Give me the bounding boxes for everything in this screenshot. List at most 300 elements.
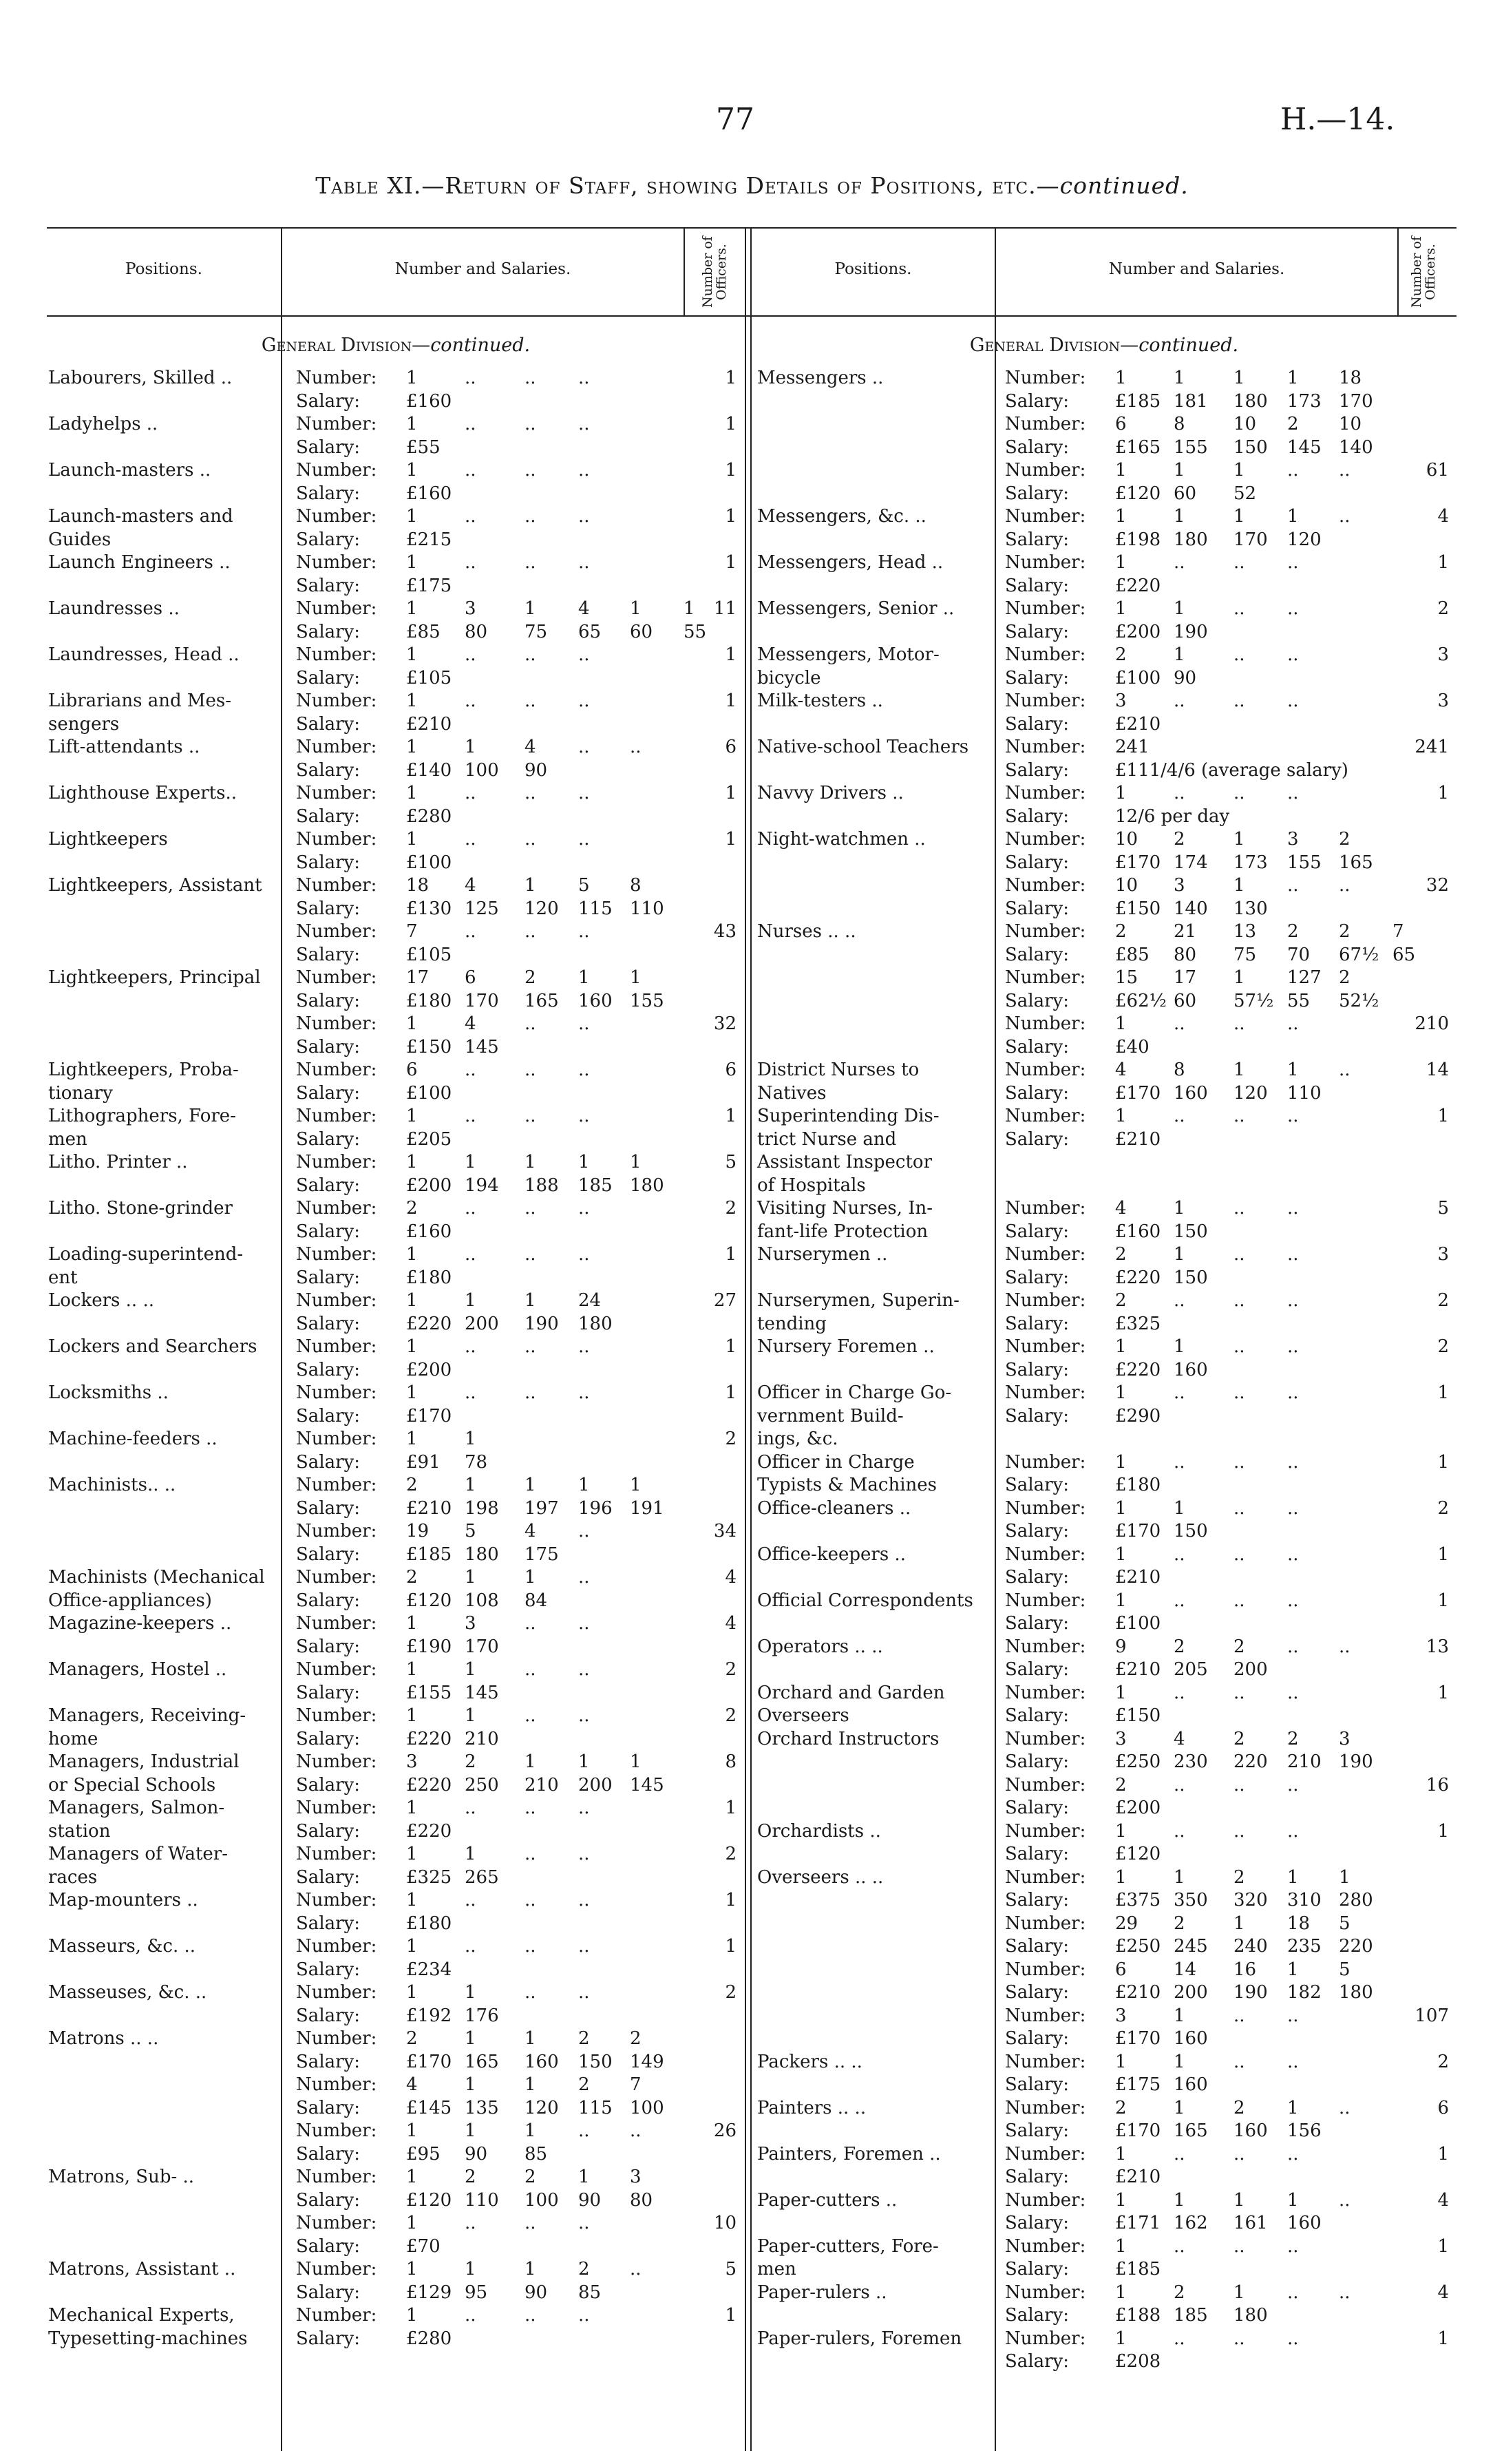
- number-label: Number:: [1005, 1636, 1086, 1657]
- salary-value: £170: [1115, 1521, 1161, 1541]
- staff-count-value: 1: [406, 737, 418, 757]
- staff-count-value: ..: [630, 737, 642, 757]
- salary-label: Salary:: [1005, 713, 1070, 735]
- staff-count-value: 1: [406, 2120, 418, 2141]
- salary-value: 245: [1174, 1936, 1208, 1957]
- number-label: Number:: [296, 1106, 377, 1126]
- salary-value: 210: [465, 1728, 499, 1749]
- officer-total: 1: [1437, 1820, 1449, 1842]
- salary-label: Salary:: [1005, 1613, 1070, 1634]
- salary-value: 265: [465, 1866, 499, 1888]
- salary-value: 160: [1233, 2120, 1268, 2141]
- salary-value: 12/6 per day: [1115, 805, 1230, 827]
- staff-entry-line: [757, 1843, 1456, 1866]
- staff-count-value: ..: [1233, 1451, 1245, 1473]
- staff-count-value: 2: [1115, 1774, 1127, 1796]
- salary-value: £280: [406, 2328, 452, 2349]
- staff-entry: [48, 2166, 743, 2258]
- staff-count-value: ..: [1174, 1382, 1185, 1403]
- position-name: Office-appliances): [48, 1590, 212, 1611]
- salary-value: 180: [1339, 1982, 1373, 2003]
- number-label: Number:: [296, 737, 377, 757]
- staff-entry-line: [757, 1544, 1456, 1567]
- salary-value: 145: [1287, 436, 1322, 458]
- salary-label: Salary:: [1005, 1751, 1070, 1772]
- salary-value: £220: [406, 1820, 452, 1842]
- staff-entry-line: [48, 1935, 743, 1959]
- officer-total: 1: [725, 1936, 737, 1957]
- staff-entry-line: [48, 367, 743, 390]
- salary-label: Salary:: [1005, 2259, 1070, 2279]
- staff-entry-line: [757, 1359, 1456, 1382]
- salary-value: 161: [1233, 2213, 1268, 2233]
- position-name: Nurserymen ..: [757, 1244, 888, 1265]
- staff-entry: [48, 2304, 743, 2350]
- staff-count-value: ..: [525, 1613, 536, 1634]
- staff-entry: [757, 1059, 1456, 1105]
- salary-value: £120: [1115, 1844, 1161, 1864]
- position-name: Managers, Salmon-: [48, 1798, 225, 1818]
- salary-label: Salary:: [296, 1544, 361, 1565]
- salary-value: 52: [1233, 483, 1257, 504]
- staff-entry-line: [757, 459, 1456, 483]
- salary-label: Salary:: [1005, 1659, 1070, 1680]
- position-name: Messengers, Senior ..: [757, 598, 955, 619]
- staff-count-value: 5: [465, 1521, 476, 1541]
- salary-value: 90: [525, 759, 548, 781]
- staff-count-value: 10: [1115, 829, 1138, 850]
- number-label: Number:: [296, 460, 377, 481]
- salary-value: 90: [1174, 667, 1197, 688]
- staff-count-value: 17: [406, 967, 430, 988]
- number-label: Number:: [296, 1429, 377, 1449]
- staff-count-value: 2: [1174, 1913, 1185, 1934]
- salary-value: £290: [1115, 1405, 1161, 1426]
- officer-total: 210: [1415, 1013, 1449, 1034]
- officer-total: 1: [725, 368, 737, 388]
- staff-entry-line: [48, 1105, 743, 1128]
- salary-label: Salary:: [1005, 575, 1070, 596]
- staff-count-value: 4: [1115, 1060, 1127, 1080]
- staff-count-value: 1: [1287, 368, 1299, 388]
- staff-entry: [757, 2189, 1456, 2235]
- salary-value: £325: [1115, 1313, 1161, 1334]
- salary-value: £200: [406, 1359, 452, 1380]
- salary-value: £100: [1115, 1613, 1161, 1634]
- staff-entry-line: [757, 1451, 1456, 1475]
- staff-count-value: 1: [1287, 1959, 1299, 1980]
- right-division-continued: continued.: [1138, 335, 1239, 356]
- officer-total: 1: [725, 1890, 737, 1910]
- staff-count-value: 2: [578, 2028, 590, 2049]
- salary-value: £210: [1115, 713, 1161, 735]
- staff-entry: [48, 1566, 743, 1612]
- staff-entry-line: [757, 1082, 1456, 1106]
- staff-entry-line: [48, 575, 743, 598]
- staff-entry-line: [757, 690, 1456, 713]
- staff-count-value: 241: [1115, 737, 1150, 757]
- staff-entry: [48, 782, 743, 828]
- salary-value: £198: [1115, 529, 1161, 550]
- staff-entry-line: [48, 2282, 743, 2305]
- staff-count-value: 1: [465, 1429, 476, 1449]
- staff-count-value: 1: [465, 1705, 476, 1726]
- staff-entry: [757, 367, 1456, 505]
- salary-value: 176: [465, 2005, 499, 2026]
- staff-count-value: ..: [525, 1705, 536, 1726]
- number-label: Number:: [1005, 1106, 1086, 1126]
- number-label: Number:: [1005, 1820, 1086, 1842]
- salary-value: 197: [525, 1497, 559, 1519]
- staff-count-value: 1: [525, 598, 536, 619]
- staff-count-value: ..: [1174, 2235, 1185, 2257]
- position-name: District Nurses to: [757, 1060, 920, 1080]
- salary-value: £210: [1115, 1567, 1161, 1588]
- staff-count-value: ..: [465, 552, 476, 573]
- salary-value: 170: [465, 990, 499, 1011]
- salary-value: £155: [406, 1682, 452, 1703]
- staff-entry-line: [48, 1959, 743, 1982]
- salary-label: Salary:: [1005, 2351, 1070, 2372]
- table-title-continued: continued.: [1059, 172, 1189, 199]
- salary-value: 150: [1174, 1221, 1208, 1242]
- staff-count-value: 1: [406, 1798, 418, 1818]
- salary-label: Salary:: [1005, 1844, 1070, 1864]
- staff-entry: [48, 459, 743, 505]
- staff-entry: [757, 598, 1456, 644]
- staff-entry-line: [757, 759, 1456, 783]
- staff-count-value: 1: [465, 2120, 476, 2141]
- staff-count-value: 2: [406, 1198, 418, 1219]
- staff-entry: [757, 2282, 1456, 2328]
- staff-count-value: 1: [406, 368, 418, 388]
- number-label: Number:: [296, 2167, 377, 2187]
- staff-count-value: ..: [578, 1060, 590, 1080]
- staff-count-value: 2: [525, 967, 536, 988]
- salary-label: Salary:: [296, 1267, 361, 1288]
- staff-count-value: 19: [406, 1521, 430, 1541]
- officer-total: 6: [725, 1060, 737, 1080]
- staff-count-value: 1: [1287, 1866, 1299, 1888]
- officer-total: 2: [1437, 1497, 1449, 1519]
- position-name: Masseuses, &c. ..: [48, 1982, 207, 2003]
- position-name: Navvy Drivers ..: [757, 783, 904, 803]
- staff-entry-line: [48, 551, 743, 575]
- position-name: Machinists (Mechanical: [48, 1567, 265, 1588]
- staff-count-value: ..: [465, 368, 476, 388]
- staff-entry-line: [757, 1289, 1456, 1313]
- salary-label: Salary:: [1005, 1221, 1070, 1242]
- salary-value: 170: [1233, 529, 1268, 550]
- position-name: Packers .. ..: [757, 2051, 862, 2072]
- number-label: Number:: [1005, 1913, 1086, 1934]
- staff-entry-line: [757, 1336, 1456, 1359]
- staff-entry-line: [48, 1289, 743, 1313]
- staff-entry: [757, 1105, 1456, 1197]
- staff-entry: [48, 1705, 743, 1751]
- salary-label: Salary:: [296, 759, 361, 781]
- staff-entry-line: [48, 1175, 743, 1198]
- salary-value: 120: [525, 2097, 559, 2118]
- staff-count-value: 4: [525, 737, 536, 757]
- staff-count-value: 1: [1174, 2189, 1185, 2211]
- salary-label: Salary:: [1005, 667, 1070, 688]
- salary-label: Salary:: [296, 1497, 361, 1519]
- salary-value: £180: [406, 1267, 452, 1288]
- salary-value: 310: [1287, 1890, 1322, 1910]
- number-label: Number:: [1005, 829, 1086, 850]
- staff-entry-line: [757, 598, 1456, 621]
- salary-value: 149: [630, 2051, 664, 2072]
- staff-entry-line: [757, 1520, 1456, 1544]
- salary-label: Salary:: [1005, 1405, 1070, 1426]
- staff-count-value: ..: [465, 1198, 476, 1219]
- staff-count-value: 6: [1115, 1959, 1127, 1980]
- salary-label: Salary:: [1005, 1313, 1070, 1334]
- number-label: Number:: [1005, 1382, 1086, 1403]
- officer-total: 34: [713, 1521, 737, 1541]
- salary-value: 185: [1174, 2305, 1208, 2326]
- position-name: Messengers ..: [757, 368, 884, 388]
- salary-value: 100: [465, 759, 499, 781]
- officer-total: 2: [725, 1198, 737, 1219]
- staff-count-value: ..: [578, 1798, 590, 1818]
- position-name: Milk-testers ..: [757, 691, 883, 711]
- officer-total: 1: [1437, 1382, 1449, 1403]
- officer-total: 1: [1437, 1451, 1449, 1473]
- salary-value: 200: [1233, 1659, 1268, 1680]
- position-name: Managers, Receiving-: [48, 1705, 246, 1726]
- staff-count-value: ..: [525, 783, 536, 803]
- staff-entry-line: [757, 1659, 1456, 1682]
- staff-count-value: 1: [525, 1152, 536, 1172]
- position-name: Office-cleaners ..: [757, 1497, 911, 1519]
- staff-count-value: ..: [465, 829, 476, 850]
- staff-count-value: 14: [1174, 1959, 1197, 1980]
- page-header: [0, 102, 1504, 143]
- staff-count-value: 1: [684, 598, 695, 619]
- staff-count-value: ..: [1233, 1244, 1245, 1265]
- staff-count-value: ..: [578, 2120, 590, 2141]
- salary-value: £200: [1115, 1798, 1161, 1818]
- staff-entry-line: [48, 1128, 743, 1152]
- staff-count-value: ..: [1233, 783, 1245, 803]
- salary-value: 194: [465, 1175, 499, 1196]
- position-name: Paper-rulers, Foremen: [757, 2328, 962, 2349]
- center-double-rule-b: [750, 227, 752, 2451]
- staff-count-value: ..: [1233, 2143, 1245, 2165]
- staff-entry: [757, 2143, 1456, 2189]
- staff-count-value: 1: [406, 2167, 418, 2187]
- staff-count-value: 3: [1115, 691, 1127, 711]
- officer-total: 4: [1437, 2189, 1449, 2211]
- staff-count-value: ..: [525, 1936, 536, 1957]
- staff-count-value: ..: [525, 1659, 536, 1680]
- staff-count-value: 9: [1115, 1636, 1127, 1657]
- position-name: Painters .. ..: [757, 2097, 867, 2118]
- number-label: Number:: [296, 598, 377, 619]
- position-name: Matrons .. ..: [48, 2028, 159, 2049]
- staff-count-value: 2: [578, 2074, 590, 2095]
- salary-label: Salary:: [296, 1359, 361, 1380]
- staff-count-value: ..: [578, 1890, 590, 1910]
- number-label: Number:: [296, 1751, 377, 1772]
- staff-count-value: 1: [406, 1429, 418, 1449]
- officer-total: 11: [713, 598, 737, 619]
- officer-total: 13: [1426, 1636, 1449, 1657]
- staff-count-value: ..: [1287, 2143, 1299, 2165]
- position-name: men: [48, 1128, 87, 1150]
- staff-entry-line: [48, 874, 743, 898]
- document-reference: H.—14.: [1280, 102, 1395, 137]
- staff-entry-line: [757, 1474, 1456, 1497]
- staff-count-value: 2: [630, 2028, 642, 2049]
- staff-entry-line: [48, 2120, 743, 2143]
- salary-value: £160: [406, 390, 452, 412]
- staff-count-value: 18: [1339, 368, 1362, 388]
- staff-entry-line: [757, 1151, 1456, 1175]
- staff-count-value: 1: [1287, 506, 1299, 527]
- staff-entry-line: [757, 1197, 1456, 1221]
- number-label: Number:: [296, 783, 377, 803]
- position-name: Lockers .. ..: [48, 1290, 154, 1311]
- staff-count-value: 1: [465, 1659, 476, 1680]
- salary-value: 200: [1174, 1982, 1208, 2003]
- right-staff-list: [757, 367, 1456, 2374]
- officer-total: 1: [725, 644, 737, 665]
- officer-total: 2: [725, 1705, 737, 1726]
- staff-count-value: 1: [406, 1982, 418, 2003]
- number-label: Number:: [1005, 1290, 1086, 1311]
- staff-count-value: 1: [1339, 1866, 1351, 1888]
- staff-entry-line: [757, 390, 1456, 414]
- staff-entry-line: [48, 2304, 743, 2328]
- number-label: Number:: [296, 2305, 377, 2326]
- staff-entry-line: [757, 1705, 1456, 1728]
- staff-entry-line: [48, 1405, 743, 1429]
- salary-value: 75: [1233, 944, 1257, 965]
- salary-value: 120: [1233, 1082, 1268, 1104]
- staff-count-value: ..: [578, 737, 590, 757]
- staff-count-value: ..: [1233, 2328, 1245, 2349]
- staff-count-value: ..: [1287, 552, 1299, 573]
- staff-count-value: 1: [1115, 460, 1127, 481]
- salary-value: £171: [1115, 2213, 1161, 2233]
- number-label: Number:: [1005, 644, 1086, 665]
- staff-count-value: 2: [1287, 1728, 1299, 1749]
- salary-value: 80: [465, 621, 488, 642]
- staff-entry: [757, 828, 1456, 920]
- staff-count-value: 6: [1115, 414, 1127, 434]
- officer-total: 1: [725, 460, 737, 481]
- staff-entry: [48, 1981, 743, 2028]
- staff-count-value: 3: [1339, 1728, 1351, 1749]
- number-label: Number:: [1005, 598, 1086, 619]
- staff-entry-line: [48, 459, 743, 483]
- right-officers-header: Number of Officers.: [1409, 236, 1438, 308]
- staff-count-value: ..: [578, 1936, 590, 1957]
- staff-entry: [48, 598, 743, 644]
- right-number-salaries-header: Number and Salaries.: [1108, 260, 1285, 278]
- salary-label: Salary:: [1005, 990, 1070, 1011]
- officer-total: 1: [1437, 783, 1449, 803]
- staff-count-value: 1: [406, 1244, 418, 1265]
- staff-entry-line: [48, 2143, 743, 2167]
- salary-value: £85: [1115, 944, 1150, 965]
- staff-count-value: ..: [1287, 1198, 1299, 1219]
- staff-count-value: 1: [1115, 2282, 1127, 2303]
- salary-value: £105: [406, 667, 452, 688]
- position-name: Laundresses ..: [48, 598, 180, 619]
- salary-label: Salary:: [296, 1082, 361, 1104]
- salary-value: £170: [1115, 852, 1161, 873]
- number-label: Number:: [1005, 921, 1086, 942]
- staff-entry-line: [757, 1612, 1456, 1636]
- staff-count-value: ..: [465, 1936, 476, 1957]
- position-name: Lithographers, Fore-: [48, 1106, 236, 1126]
- staff-count-value: 1: [465, 737, 476, 757]
- staff-count-value: ..: [1174, 1820, 1185, 1842]
- staff-entry-line: [757, 736, 1456, 759]
- number-label: Number:: [1005, 875, 1086, 896]
- staff-count-value: 1: [578, 967, 590, 988]
- officer-total: 5: [1437, 1198, 1449, 1219]
- number-label: Number:: [296, 1890, 377, 1910]
- staff-entry: [757, 920, 1456, 1059]
- position-name: Messengers, Head ..: [757, 552, 944, 573]
- staff-count-value: 15: [1115, 967, 1138, 988]
- salary-value: £40: [1115, 1036, 1150, 1057]
- salary-value: £208: [1115, 2351, 1161, 2372]
- staff-entry-line: [757, 1497, 1456, 1521]
- staff-entry-line: [48, 2074, 743, 2097]
- staff-count-value: ..: [465, 1060, 476, 1080]
- salary-label: Salary:: [1005, 1982, 1070, 2003]
- salary-value: 84: [525, 1590, 548, 1611]
- staff-count-value: 1: [525, 1751, 536, 1772]
- staff-count-value: 24: [578, 1290, 602, 1311]
- staff-entry: [48, 874, 743, 967]
- staff-entry: [757, 1590, 1456, 1636]
- staff-count-value: ..: [1287, 1636, 1299, 1657]
- salary-value: 180: [1233, 390, 1268, 412]
- position-name: Machine-feeders ..: [48, 1429, 218, 1449]
- staff-count-value: 2: [406, 2028, 418, 2049]
- staff-count-value: 1: [630, 1751, 642, 1772]
- staff-count-value: 3: [1174, 875, 1185, 896]
- salary-label: Salary:: [296, 805, 361, 827]
- staff-count-value: ..: [578, 368, 590, 388]
- number-label: Number:: [296, 1198, 377, 1219]
- staff-count-value: 4: [578, 598, 590, 619]
- staff-entry-line: [757, 2258, 1456, 2282]
- salary-value: 230: [1174, 1751, 1208, 1772]
- staff-entry: [48, 2258, 743, 2304]
- staff-count-value: ..: [1287, 691, 1299, 711]
- staff-entry-line: [757, 2350, 1456, 2374]
- staff-count-value: ..: [1174, 1590, 1185, 1611]
- staff-entry-line: [48, 667, 743, 691]
- number-label: Number:: [296, 506, 377, 527]
- position-name: Nurses .. ..: [757, 921, 856, 942]
- staff-count-value: ..: [465, 691, 476, 711]
- staff-entry-line: [48, 2212, 743, 2235]
- position-name: Orchard and Garden: [757, 1682, 945, 1703]
- number-label: Number:: [296, 1290, 377, 1311]
- salary-value: £140: [406, 759, 452, 781]
- salary-label: Salary:: [296, 2051, 361, 2072]
- salary-value: 85: [578, 2282, 602, 2303]
